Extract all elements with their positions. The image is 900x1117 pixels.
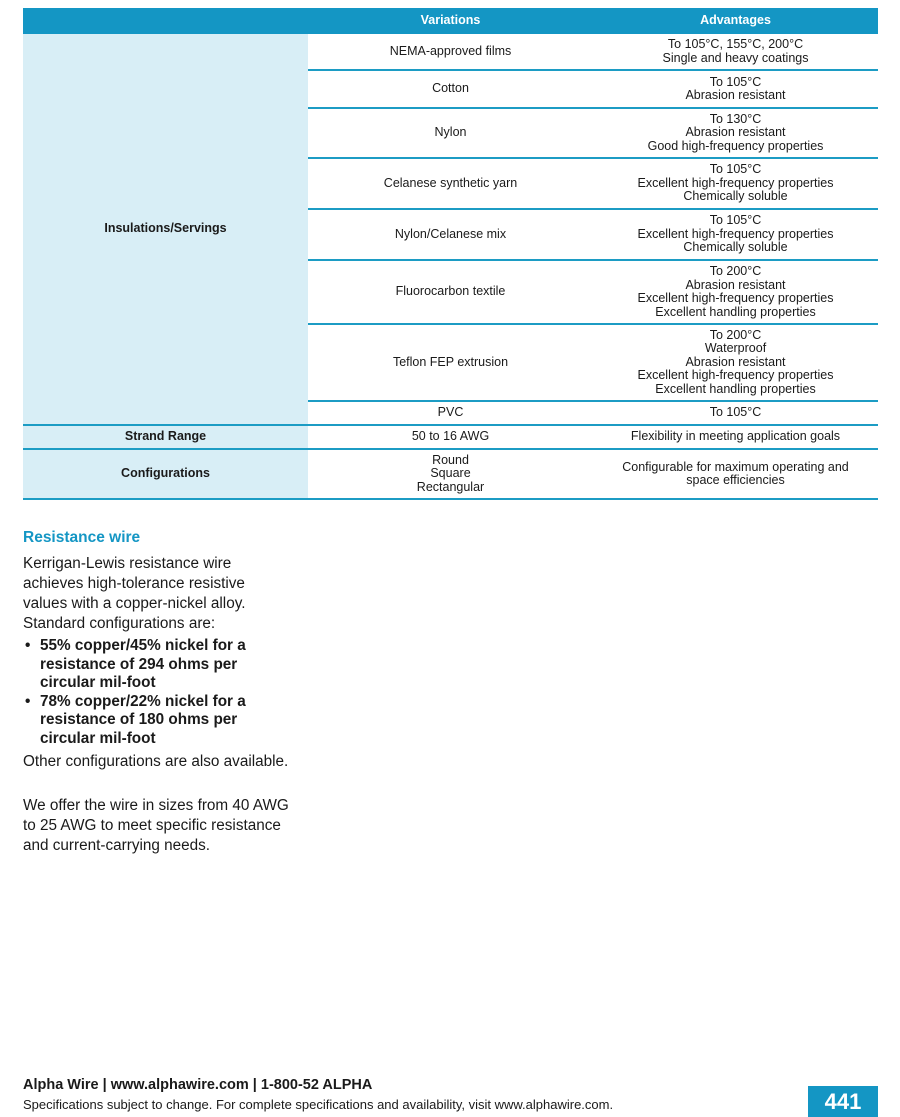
table-header-row <box>23 8 878 34</box>
variation-cell: Teflon FEP extrusion <box>308 324 593 401</box>
advantage-line: To 200°C <box>709 264 762 278</box>
advantage-line: Abrasion resistant <box>685 354 786 369</box>
advantage-line: Abrasion resistant <box>685 88 786 102</box>
intro-paragraph: Kerrigan-Lewis resistance wire achieves high-tolerance resistive values with a copper-nickel alloy. Standard configurations are: <box>23 555 246 632</box>
configuration-list <box>23 637 293 748</box>
variation-line: Rectangular <box>416 479 485 494</box>
advantages-cell <box>593 158 878 209</box>
advantages-cell <box>593 34 878 70</box>
other-configurations-paragraph: Other configurations are also available. <box>23 753 289 770</box>
advantage-line: Excellent handling properties <box>655 381 816 396</box>
advantage-line: Excellent high-frequency properties <box>637 175 834 190</box>
advantage-line: Excellent high-frequency properties <box>637 226 834 241</box>
header-advantages: Advantages <box>593 8 878 34</box>
table-row <box>23 34 878 70</box>
advantage-line: Excellent high-frequency properties <box>637 368 834 383</box>
variation-line: Square <box>430 466 471 481</box>
variation-cell: NEMA-approved films <box>308 34 593 70</box>
footer-disclaimer: Specifications subject to change. For complete specifications and availability, visit www.alphawire.com. <box>23 1097 614 1112</box>
variation-line: Round <box>432 452 469 467</box>
advantage-line: Abrasion resistant <box>685 277 786 292</box>
category-insulations: Insulations/Servings <box>23 34 308 425</box>
advantage-line: Good high-frequency properties <box>647 138 824 153</box>
advantage-line: To 130°C <box>709 111 762 126</box>
advantage-line: To 105°C <box>709 405 762 420</box>
advantages-cell: Flexibility in meeting application goals <box>593 425 878 449</box>
variation-cell <box>308 449 593 499</box>
list-item: • 78% copper/22% nickel for a resistance of 180 ohms per circular mil-foot <box>23 693 293 749</box>
variation-cell: Nylon/Celanese mix <box>308 209 593 260</box>
advantages-cell <box>593 401 878 425</box>
advantage-line: Single and heavy coatings <box>662 50 809 65</box>
list-item: • 55% copper/45% nickel for a resistance of 294 ohms per circular mil-foot <box>23 637 293 693</box>
advantages-cell <box>593 209 878 260</box>
advantage-line: space efficiencies <box>686 473 785 487</box>
page-number: 441 <box>808 1086 878 1117</box>
advantage-line: Chemically soluble <box>683 189 788 204</box>
advantage-line: To 105°C <box>709 213 762 228</box>
advantages-cell <box>593 260 878 324</box>
variation-cell: Fluorocarbon textile <box>308 260 593 324</box>
advantage-line: To 105°C, 155°C, 200°C <box>667 37 804 51</box>
variation-cell: 50 to 16 AWG <box>308 425 593 449</box>
category-strand-range: Strand Range <box>23 425 308 449</box>
advantages-cell <box>593 70 878 108</box>
advantages-cell <box>593 108 878 158</box>
advantage-line: Configurable for maximum operating and <box>622 459 849 474</box>
advantage-line: Abrasion resistant <box>685 125 786 140</box>
advantage-line: Chemically soluble <box>683 240 788 255</box>
advantage-line: To 105°C <box>709 162 762 177</box>
footer-contact: Alpha Wire | www.alphawire.com | 1-800-52 ALPHA <box>23 1077 373 1093</box>
variation-cell: Cotton <box>308 70 593 108</box>
advantage-line: To 200°C <box>709 327 762 342</box>
section-title: Resistance wire <box>23 529 141 546</box>
spec-table <box>23 8 878 500</box>
advantage-line: To 105°C <box>709 74 762 89</box>
advantages-cell <box>593 449 878 499</box>
advantage-line: Excellent high-frequency properties <box>637 291 834 305</box>
advantage-line: Waterproof <box>704 341 767 356</box>
variation-cell: Celanese synthetic yarn <box>308 158 593 209</box>
variation-cell: PVC <box>308 401 593 425</box>
variation-cell: Nylon <box>308 108 593 158</box>
category-configurations: Configurations <box>23 449 308 499</box>
table-row <box>23 425 878 449</box>
resistance-wire-section <box>23 528 293 856</box>
header-variations: Variations <box>308 8 593 34</box>
advantage-line: Excellent handling properties <box>655 304 816 319</box>
header-blank <box>23 8 308 34</box>
sizes-paragraph: We offer the wire in sizes from 40 AWG to 25 AWG to meet specific resistance and current-carrying needs. <box>23 797 289 854</box>
table-row <box>23 449 878 499</box>
advantages-cell <box>593 324 878 401</box>
